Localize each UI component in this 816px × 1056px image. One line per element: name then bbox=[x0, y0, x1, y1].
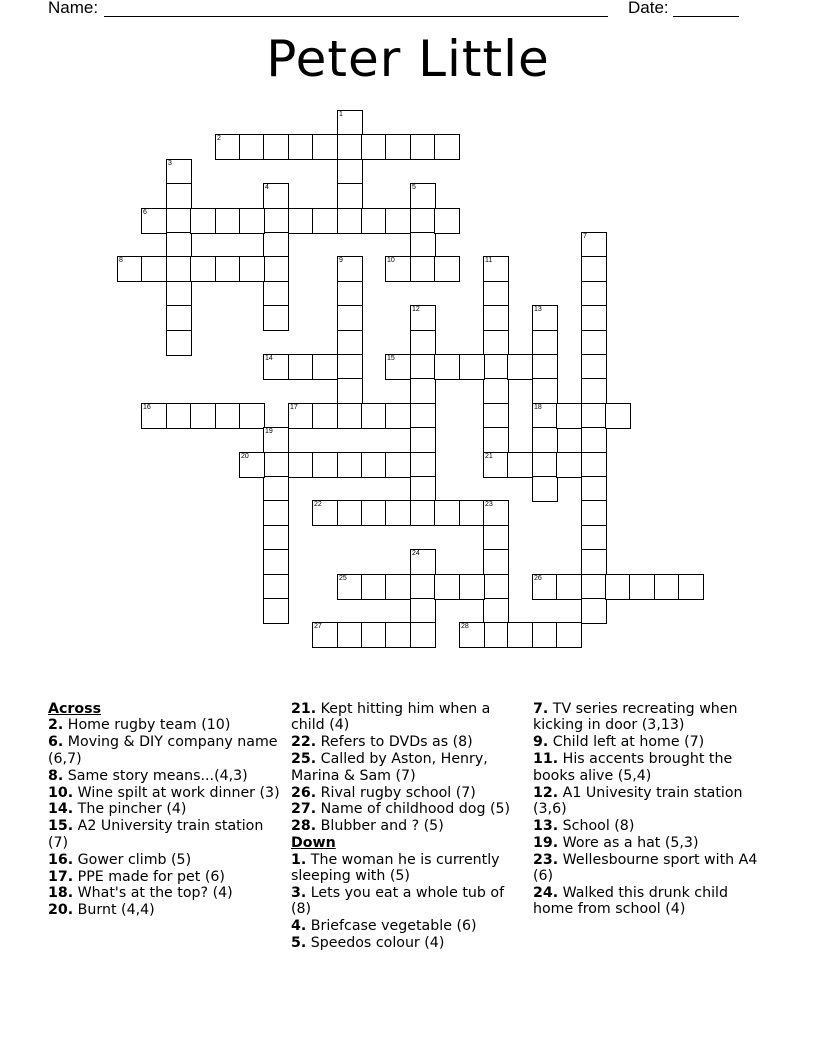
clue-number: 14 bbox=[265, 355, 273, 362]
crossword-cell[interactable] bbox=[410, 354, 436, 380]
crossword-cell[interactable] bbox=[581, 500, 607, 526]
date-field[interactable] bbox=[673, 16, 739, 17]
clue-number: 5. bbox=[291, 935, 307, 952]
crossword-cell[interactable] bbox=[483, 305, 509, 331]
crossword-cell[interactable] bbox=[215, 256, 241, 282]
crossword-cell[interactable] bbox=[141, 208, 167, 234]
clue-number: 12. bbox=[533, 784, 559, 801]
clue bbox=[291, 734, 527, 750]
crossword-cell[interactable] bbox=[190, 403, 216, 429]
crossword-cell[interactable] bbox=[361, 574, 387, 600]
crossword-cell[interactable] bbox=[581, 354, 607, 380]
crossword-cell[interactable] bbox=[581, 574, 607, 600]
clue-number: 27. bbox=[291, 801, 317, 818]
crossword-cell[interactable] bbox=[385, 403, 411, 429]
crossword-cell[interactable] bbox=[337, 378, 363, 404]
clue-number: 17 bbox=[290, 404, 298, 411]
clue-number: 13. bbox=[533, 817, 559, 834]
clue-number: 18. bbox=[48, 885, 74, 902]
crossword-cell[interactable] bbox=[410, 256, 436, 282]
clue-number: 9 bbox=[339, 257, 343, 264]
crossword-cell[interactable] bbox=[507, 452, 533, 478]
crossword-cell[interactable] bbox=[434, 208, 460, 234]
clue-text: A2 University train station (7) bbox=[48, 818, 264, 851]
name-label: Name: bbox=[48, 0, 99, 17]
clue-text: Refers to DVDs as (8) bbox=[320, 734, 473, 751]
clue-number: 12 bbox=[412, 306, 420, 313]
clue-column-3 bbox=[533, 701, 769, 918]
crossword-cell[interactable] bbox=[410, 330, 436, 356]
clue-text: What's at the top? (4) bbox=[77, 885, 233, 902]
clue bbox=[48, 818, 284, 851]
clue-number: 23. bbox=[533, 851, 559, 868]
clue-number: 28 bbox=[461, 623, 469, 630]
crossword-cell[interactable] bbox=[581, 256, 607, 282]
clue bbox=[48, 801, 284, 817]
crossword-cell[interactable] bbox=[263, 208, 289, 234]
crossword-cell[interactable] bbox=[263, 574, 289, 600]
crossword-cell[interactable] bbox=[166, 232, 192, 258]
crossword-cell[interactable] bbox=[483, 330, 509, 356]
clue bbox=[48, 785, 284, 801]
clue bbox=[291, 701, 527, 734]
clue-number: 19. bbox=[533, 834, 559, 851]
crossword-cell[interactable] bbox=[410, 183, 436, 209]
crossword-cell[interactable] bbox=[361, 134, 387, 160]
clue-text: Blubber and ? (5) bbox=[320, 818, 444, 835]
clue-number: 26 bbox=[534, 575, 542, 582]
clue-number: 5 bbox=[412, 184, 416, 191]
crossword-cell[interactable] bbox=[532, 427, 558, 453]
clue bbox=[533, 852, 769, 885]
clue bbox=[291, 751, 527, 784]
clue-text: A1 Univesity train station (3,6) bbox=[533, 784, 743, 817]
crossword-cell[interactable] bbox=[434, 500, 460, 526]
crossword-cell[interactable] bbox=[459, 354, 485, 380]
crossword-cell[interactable] bbox=[385, 134, 411, 160]
crossword-cell[interactable] bbox=[410, 378, 436, 404]
crossword-cell[interactable] bbox=[385, 452, 411, 478]
crossword-cell[interactable] bbox=[507, 354, 533, 380]
crossword-cell[interactable] bbox=[263, 525, 289, 551]
crossword-cell[interactable] bbox=[239, 452, 265, 478]
crossword-cell[interactable] bbox=[239, 256, 265, 282]
crossword-cell[interactable] bbox=[166, 183, 192, 209]
crossword-cell[interactable] bbox=[410, 476, 436, 502]
crossword-cell[interactable] bbox=[385, 208, 411, 234]
clue bbox=[533, 818, 769, 834]
crossword-cell[interactable] bbox=[337, 159, 363, 185]
clue bbox=[291, 935, 527, 951]
crossword-cell[interactable] bbox=[581, 427, 607, 453]
crossword-cell[interactable] bbox=[141, 256, 167, 282]
crossword-cell[interactable] bbox=[605, 403, 631, 429]
crossword-cell[interactable] bbox=[166, 256, 192, 282]
clue-number: 6 bbox=[143, 209, 147, 216]
clue-text: School (8) bbox=[562, 817, 635, 834]
name-field[interactable] bbox=[104, 16, 608, 17]
crossword-cell[interactable] bbox=[337, 622, 363, 648]
crossword-cell[interactable] bbox=[434, 574, 460, 600]
crossword-cell[interactable] bbox=[385, 256, 411, 282]
crossword-cell[interactable] bbox=[483, 500, 509, 526]
clue-text: PPE made for pet (6) bbox=[77, 868, 225, 885]
clue bbox=[291, 852, 527, 885]
crossword-cell[interactable] bbox=[361, 452, 387, 478]
clue-number: 10 bbox=[387, 257, 395, 264]
crossword-cell[interactable] bbox=[483, 622, 509, 648]
crossword-cell[interactable] bbox=[483, 403, 509, 429]
clue-text: Briefcase vegetable (6) bbox=[310, 918, 477, 935]
clue-number: 22 bbox=[314, 501, 322, 508]
crossword-cell[interactable] bbox=[385, 500, 411, 526]
crossword-cell[interactable] bbox=[215, 403, 241, 429]
clue bbox=[48, 734, 284, 767]
crossword-cell[interactable] bbox=[410, 622, 436, 648]
crossword-cell[interactable] bbox=[581, 452, 607, 478]
clue-number: 18 bbox=[534, 404, 542, 411]
clue-text: Moving & DIY company name (6,7) bbox=[48, 734, 278, 767]
crossword-cell[interactable] bbox=[483, 256, 509, 282]
clue-text: Kept hitting him when a child (4) bbox=[291, 701, 491, 734]
crossword-cell[interactable] bbox=[507, 622, 533, 648]
crossword-cell[interactable] bbox=[239, 208, 265, 234]
clue-number: 9. bbox=[533, 734, 549, 751]
crossword-cell[interactable] bbox=[263, 549, 289, 575]
clue bbox=[291, 801, 527, 817]
crossword-cell[interactable] bbox=[166, 305, 192, 331]
crossword-cell[interactable] bbox=[434, 256, 460, 282]
crossword-cell[interactable] bbox=[678, 574, 704, 600]
crossword-cell[interactable] bbox=[361, 622, 387, 648]
clue-text: Same story means...(4,3) bbox=[67, 767, 248, 784]
crossword-cell[interactable] bbox=[263, 476, 289, 502]
clue-text: Wellesbourne sport with A4 (6) bbox=[533, 851, 758, 885]
crossword-cell[interactable] bbox=[581, 525, 607, 551]
crossword-cell[interactable] bbox=[654, 574, 680, 600]
crossword-cell[interactable] bbox=[166, 159, 192, 185]
crossword-cell[interactable] bbox=[263, 183, 289, 209]
crossword-cell[interactable] bbox=[117, 256, 143, 282]
crossword-cell[interactable] bbox=[410, 403, 436, 429]
crossword-cell[interactable] bbox=[434, 354, 460, 380]
crossword-cell[interactable] bbox=[629, 574, 655, 600]
clue-text: Wore as a hat (5,3) bbox=[562, 834, 699, 851]
crossword-cell[interactable] bbox=[288, 403, 314, 429]
clue-text: Burnt (4,4) bbox=[77, 902, 155, 919]
clue bbox=[291, 885, 527, 918]
crossword-cell[interactable] bbox=[337, 281, 363, 307]
clue-number: 4 bbox=[265, 184, 269, 191]
clue-number: 14. bbox=[48, 801, 74, 818]
crossword-cell[interactable] bbox=[337, 452, 363, 478]
clue bbox=[291, 818, 527, 834]
crossword-cell[interactable] bbox=[141, 403, 167, 429]
crossword-cell[interactable] bbox=[556, 574, 582, 600]
crossword-cell[interactable] bbox=[337, 574, 363, 600]
date-label: Date: bbox=[628, 0, 669, 17]
crossword-cell[interactable] bbox=[410, 134, 436, 160]
page-title: Peter Little bbox=[266, 30, 550, 88]
crossword-cell[interactable] bbox=[263, 281, 289, 307]
crossword-cell[interactable] bbox=[581, 403, 607, 429]
crossword-cell[interactable] bbox=[312, 208, 338, 234]
clue-number: 26. bbox=[291, 784, 317, 801]
crossword-cell[interactable] bbox=[581, 305, 607, 331]
crossword-cell[interactable] bbox=[337, 330, 363, 356]
crossword-cell[interactable] bbox=[410, 549, 436, 575]
crossword-cell[interactable] bbox=[410, 574, 436, 600]
crossword-cell[interactable] bbox=[385, 622, 411, 648]
clue-text: Lets you eat a whole tub of (8) bbox=[291, 884, 505, 918]
crossword-cell[interactable] bbox=[410, 427, 436, 453]
crossword-cell[interactable] bbox=[361, 500, 387, 526]
crossword-cell[interactable] bbox=[581, 378, 607, 404]
crossword-cell[interactable] bbox=[337, 305, 363, 331]
clue-number: 25 bbox=[339, 575, 347, 582]
clue-number: 3 bbox=[168, 160, 172, 167]
clue-number: 28. bbox=[291, 818, 317, 835]
crossword-cell[interactable] bbox=[605, 574, 631, 600]
crossword-cell[interactable] bbox=[410, 500, 436, 526]
crossword-cell[interactable] bbox=[166, 330, 192, 356]
clue-text: The pincher (4) bbox=[77, 801, 187, 818]
clue-number: 11. bbox=[533, 751, 559, 768]
crossword-cell[interactable] bbox=[312, 134, 338, 160]
crossword-cell[interactable] bbox=[337, 354, 363, 380]
clue bbox=[48, 902, 284, 918]
crossword-cell[interactable] bbox=[410, 208, 436, 234]
crossword-cell[interactable] bbox=[532, 476, 558, 502]
clue bbox=[533, 751, 769, 784]
clue-text: Rival rugby school (7) bbox=[320, 784, 476, 801]
crossword-cell[interactable] bbox=[361, 403, 387, 429]
clue-number: 20. bbox=[48, 902, 74, 919]
crossword-cell[interactable] bbox=[459, 574, 485, 600]
crossword-cell[interactable] bbox=[190, 256, 216, 282]
clue bbox=[48, 869, 284, 885]
crossword-cell[interactable] bbox=[581, 281, 607, 307]
crossword-cell[interactable] bbox=[483, 354, 509, 380]
crossword-cell[interactable] bbox=[288, 354, 314, 380]
crossword-cell[interactable] bbox=[312, 622, 338, 648]
clue-number: 2 bbox=[217, 135, 221, 142]
crossword-cell[interactable] bbox=[410, 305, 436, 331]
section-heading: Down bbox=[291, 835, 336, 852]
clue-number: 22. bbox=[291, 734, 317, 751]
crossword-cell[interactable] bbox=[215, 208, 241, 234]
clue-column-1 bbox=[48, 701, 284, 919]
crossword-cell[interactable] bbox=[434, 134, 460, 160]
crossword-cell[interactable] bbox=[532, 354, 558, 380]
clue-number: 24. bbox=[533, 884, 559, 901]
clue-number: 10. bbox=[48, 784, 74, 801]
clue bbox=[533, 734, 769, 750]
crossword-cell[interactable] bbox=[312, 452, 338, 478]
crossword-cell[interactable] bbox=[483, 598, 509, 624]
clue-number: 7 bbox=[583, 233, 587, 240]
clue-number: 21. bbox=[291, 701, 317, 717]
clue bbox=[291, 785, 527, 801]
clue-text: Called by Aston, Henry, Marina & Sam (7) bbox=[291, 751, 488, 784]
clue-number: 23 bbox=[485, 501, 493, 508]
crossword-cell[interactable] bbox=[263, 598, 289, 624]
clue bbox=[533, 885, 769, 918]
crossword-cell[interactable] bbox=[337, 134, 363, 160]
clue-column-2 bbox=[291, 701, 527, 952]
crossword-cell[interactable] bbox=[263, 452, 289, 478]
crossword-cell[interactable] bbox=[288, 134, 314, 160]
crossword-cell[interactable] bbox=[483, 427, 509, 453]
crossword-cell[interactable] bbox=[337, 256, 363, 282]
crossword-cell[interactable] bbox=[263, 256, 289, 282]
clue-number: 17. bbox=[48, 868, 74, 885]
crossword-cell[interactable] bbox=[166, 403, 192, 429]
clue-number: 25. bbox=[291, 751, 317, 768]
crossword-cell[interactable] bbox=[459, 622, 485, 648]
clue bbox=[533, 785, 769, 818]
crossword-cell[interactable] bbox=[532, 622, 558, 648]
clue-text: Home rugby team (10) bbox=[67, 717, 231, 734]
crossword-cell[interactable] bbox=[337, 208, 363, 234]
crossword-cell[interactable] bbox=[190, 208, 216, 234]
crossword-cell[interactable] bbox=[166, 281, 192, 307]
crossword-cell[interactable] bbox=[483, 452, 509, 478]
clue-number: 20 bbox=[241, 453, 249, 460]
clue-text: Gower climb (5) bbox=[77, 851, 192, 868]
crossword-cell[interactable] bbox=[263, 232, 289, 258]
clue-number: 24 bbox=[412, 550, 420, 557]
clue-number: 8. bbox=[48, 767, 64, 784]
crossword-cell[interactable] bbox=[483, 574, 509, 600]
crossword-cell[interactable] bbox=[410, 452, 436, 478]
crossword-cell[interactable] bbox=[263, 500, 289, 526]
crossword-cell[interactable] bbox=[532, 330, 558, 356]
crossword-cell[interactable] bbox=[312, 354, 338, 380]
clue-text: Child left at home (7) bbox=[552, 734, 705, 751]
crossword-cell[interactable] bbox=[532, 403, 558, 429]
crossword-cell[interactable] bbox=[581, 330, 607, 356]
clue bbox=[533, 835, 769, 851]
header bbox=[48, 0, 748, 20]
crossword-cell[interactable] bbox=[581, 232, 607, 258]
crossword-cell[interactable] bbox=[483, 525, 509, 551]
clue-number: 8 bbox=[119, 257, 123, 264]
crossword-cell[interactable] bbox=[556, 452, 582, 478]
crossword-cell[interactable] bbox=[410, 232, 436, 258]
clue-number: 13 bbox=[534, 306, 542, 313]
crossword-cell[interactable] bbox=[263, 354, 289, 380]
clue bbox=[48, 768, 284, 784]
crossword-cell[interactable] bbox=[532, 452, 558, 478]
crossword-cell[interactable] bbox=[483, 549, 509, 575]
clue-number: 6. bbox=[48, 734, 64, 751]
clue-number: 21 bbox=[485, 453, 493, 460]
crossword-cell[interactable] bbox=[312, 500, 338, 526]
crossword-cell[interactable] bbox=[459, 500, 485, 526]
crossword-cell[interactable] bbox=[337, 183, 363, 209]
clue-number: 27 bbox=[314, 623, 322, 630]
clue-text: TV series recreating when kicking in door (3,13) bbox=[533, 701, 738, 734]
crossword-cell[interactable] bbox=[410, 598, 436, 624]
clue-number: 11 bbox=[485, 257, 493, 264]
crossword-cell[interactable] bbox=[263, 427, 289, 453]
clue bbox=[291, 918, 527, 934]
crossword-cell[interactable] bbox=[215, 134, 241, 160]
clue-number: 7. bbox=[533, 701, 549, 717]
clue bbox=[533, 701, 769, 734]
crossword-cell[interactable] bbox=[581, 476, 607, 502]
clue-text: Speedos colour (4) bbox=[310, 935, 445, 952]
crossword-cell[interactable] bbox=[337, 500, 363, 526]
clue-number: 1 bbox=[339, 111, 343, 118]
clue-number: 19 bbox=[265, 428, 273, 435]
crossword-cell[interactable] bbox=[556, 403, 582, 429]
clue-text: Walked this drunk child home from school (4) bbox=[533, 884, 728, 918]
clue bbox=[48, 717, 284, 733]
crossword-cell[interactable] bbox=[312, 403, 338, 429]
crossword-cell[interactable] bbox=[288, 208, 314, 234]
clue bbox=[48, 852, 284, 868]
clue-number: 16 bbox=[143, 404, 151, 411]
clue-number: 2. bbox=[48, 717, 64, 734]
clue-number: 3. bbox=[291, 884, 307, 901]
clue-number: 15. bbox=[48, 818, 74, 835]
crossword-cell[interactable] bbox=[263, 305, 289, 331]
clue-text: The woman he is currently sleeping with (5) bbox=[291, 851, 500, 885]
clue-number: 15 bbox=[387, 355, 395, 362]
crossword-cell[interactable] bbox=[166, 208, 192, 234]
crossword-cell[interactable] bbox=[556, 622, 582, 648]
crossword-cell[interactable] bbox=[581, 549, 607, 575]
clue-text: His accents brought the books alive (5,4) bbox=[533, 751, 733, 784]
crossword-cell[interactable] bbox=[532, 378, 558, 404]
clue-number: 16. bbox=[48, 851, 74, 868]
clue bbox=[48, 885, 284, 901]
crossword-cell[interactable] bbox=[483, 281, 509, 307]
crossword-cell[interactable] bbox=[532, 574, 558, 600]
crossword-cell[interactable] bbox=[239, 134, 265, 160]
crossword-cell[interactable] bbox=[483, 378, 509, 404]
crossword-cell[interactable] bbox=[581, 598, 607, 624]
clue-text: Name of childhood dog (5) bbox=[320, 801, 511, 818]
section-heading: Across bbox=[48, 701, 102, 717]
crossword-cell[interactable] bbox=[239, 403, 265, 429]
crossword-cell[interactable] bbox=[288, 452, 314, 478]
clue-number: 1. bbox=[291, 851, 307, 868]
crossword-cell[interactable] bbox=[337, 110, 363, 136]
crossword-cell[interactable] bbox=[263, 134, 289, 160]
crossword-cell[interactable] bbox=[385, 354, 411, 380]
crossword-cell[interactable] bbox=[385, 574, 411, 600]
clue-text: Wine spilt at work dinner (3) bbox=[77, 784, 280, 801]
clue-number: 4. bbox=[291, 918, 307, 935]
crossword-cell[interactable] bbox=[337, 403, 363, 429]
crossword-cell[interactable] bbox=[361, 208, 387, 234]
crossword-cell[interactable] bbox=[532, 305, 558, 331]
